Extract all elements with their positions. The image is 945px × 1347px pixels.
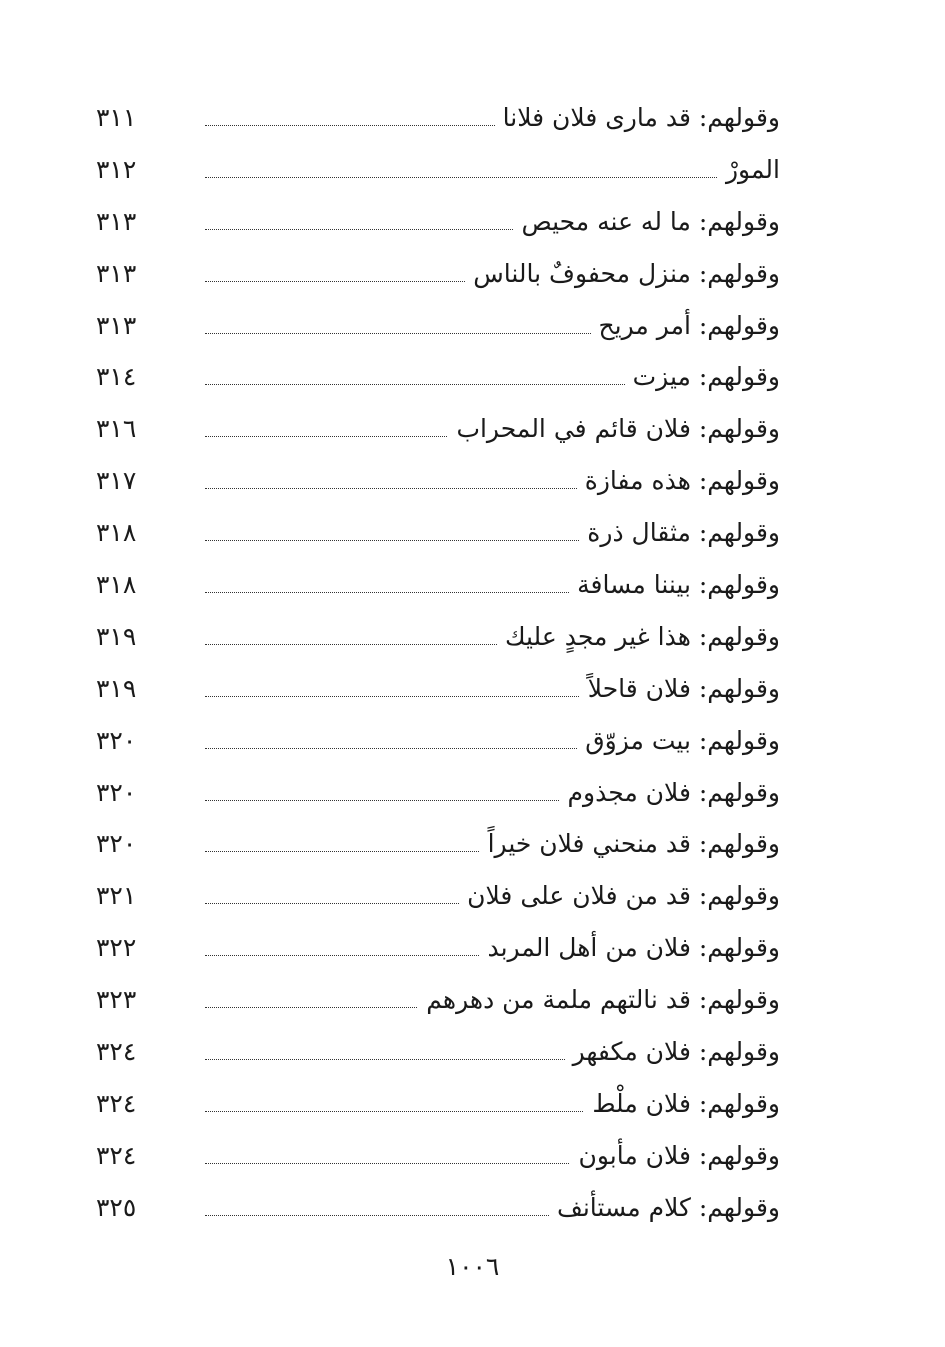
entry-title: وقولهم: فلان مأبون xyxy=(570,1139,780,1173)
entry-title: وقولهم: فلان ملْط xyxy=(584,1087,780,1121)
entry-page-number: ٣١٣ xyxy=(96,206,137,236)
toc-row xyxy=(0,147,945,199)
entry-title: وقولهم: قد مارى فلان فلانا xyxy=(495,101,780,135)
entry-page-number: ٣١٣ xyxy=(96,258,137,288)
entry-title: وقولهم: هذه مفازة xyxy=(577,464,780,498)
entry-title: وقولهم: قد منحني فلان خيراً xyxy=(480,827,780,861)
entry-page-number: ٣١١ xyxy=(96,103,137,132)
entry-title: وقولهم: أمر مريح xyxy=(591,309,780,343)
toc-row xyxy=(0,925,945,977)
toc-row xyxy=(0,95,945,147)
entry-title: وقولهم: ميزت xyxy=(625,360,780,394)
entry-page-number: ٣٢٤ xyxy=(96,1140,137,1170)
entry-title: وقولهم: قد نالتهم ملمة من دهرهم xyxy=(418,983,780,1017)
toc-row xyxy=(0,977,945,1029)
entry-page-number: ٣٢٢ xyxy=(96,933,137,963)
entry-page-number: ٣١٣ xyxy=(96,310,137,340)
toc-row xyxy=(0,510,945,562)
toc-row xyxy=(0,821,945,873)
entry-page-number: ٣١٩ xyxy=(96,673,137,703)
entry-title: وقولهم: مثقال ذرة xyxy=(579,516,780,550)
toc-row xyxy=(0,1185,945,1237)
entry-title: المورْ xyxy=(718,153,780,187)
entry-page-number: ٣٢٣ xyxy=(96,985,137,1015)
entry-page-number: ٣٢٤ xyxy=(96,1088,137,1118)
entry-title: وقولهم: منزل محفوفٌ بالناس xyxy=(465,257,780,291)
entry-title: وقولهم: قد من فلان على فلان xyxy=(459,879,780,913)
toc-row xyxy=(0,1081,945,1133)
page-number: ١٠٠٦ xyxy=(445,1252,500,1281)
toc-row xyxy=(0,614,945,666)
toc-row xyxy=(0,666,945,718)
toc-row xyxy=(0,406,945,458)
entry-page-number: ٣١٨ xyxy=(96,570,137,600)
entry-page-number: ٣٢٠ xyxy=(96,777,137,807)
toc-row xyxy=(0,251,945,303)
toc-row xyxy=(0,718,945,770)
entry-title: وقولهم: كلام مستأنف xyxy=(549,1191,780,1225)
entry-title: وقولهم: ما له عنه محيص xyxy=(513,205,780,239)
toc-row xyxy=(0,354,945,406)
entry-title: وقولهم: هذا غير مجدٍ عليك xyxy=(497,620,780,654)
entry-title: وقولهم: بيت مزوّق xyxy=(577,724,780,758)
entry-title: وقولهم: بيننا مسافة xyxy=(569,568,780,602)
toc-row xyxy=(0,562,945,614)
entry-page-number: ٣٢١ xyxy=(96,881,137,911)
entry-title: وقولهم: فلان قاحلاً xyxy=(580,672,780,706)
toc-row xyxy=(0,458,945,510)
entry-page-number: ٣٢٠ xyxy=(96,829,137,859)
entry-page-number: ٣١٦ xyxy=(96,414,137,444)
table-of-contents xyxy=(0,95,945,1237)
entry-page-number: ٣١٤ xyxy=(96,362,137,392)
toc-row xyxy=(0,873,945,925)
toc-row xyxy=(0,1133,945,1185)
toc-row xyxy=(0,303,945,355)
entry-page-number: ٣٢٤ xyxy=(96,1037,137,1067)
toc-row xyxy=(0,1029,945,1081)
entry-page-number: ٣١٨ xyxy=(96,518,137,548)
entry-page-number: ٣١٩ xyxy=(96,621,137,651)
entry-page-number: ٣٢٠ xyxy=(96,725,137,755)
toc-row xyxy=(0,770,945,822)
entry-title: وقولهم: فلان من أهل المربد xyxy=(479,931,780,965)
entry-page-number: ٣١٢ xyxy=(96,154,137,184)
entry-page-number: ٣٢٥ xyxy=(96,1192,137,1222)
toc-row xyxy=(0,199,945,251)
entry-page-number: ٣١٧ xyxy=(96,466,137,496)
entry-title: وقولهم: فلان قائم في المحراب xyxy=(448,412,780,446)
entry-title: وقولهم: فلان مجذوم xyxy=(560,776,780,810)
leader-dots xyxy=(205,177,775,178)
entry-title: وقولهم: فلان مكفهر xyxy=(565,1035,780,1069)
